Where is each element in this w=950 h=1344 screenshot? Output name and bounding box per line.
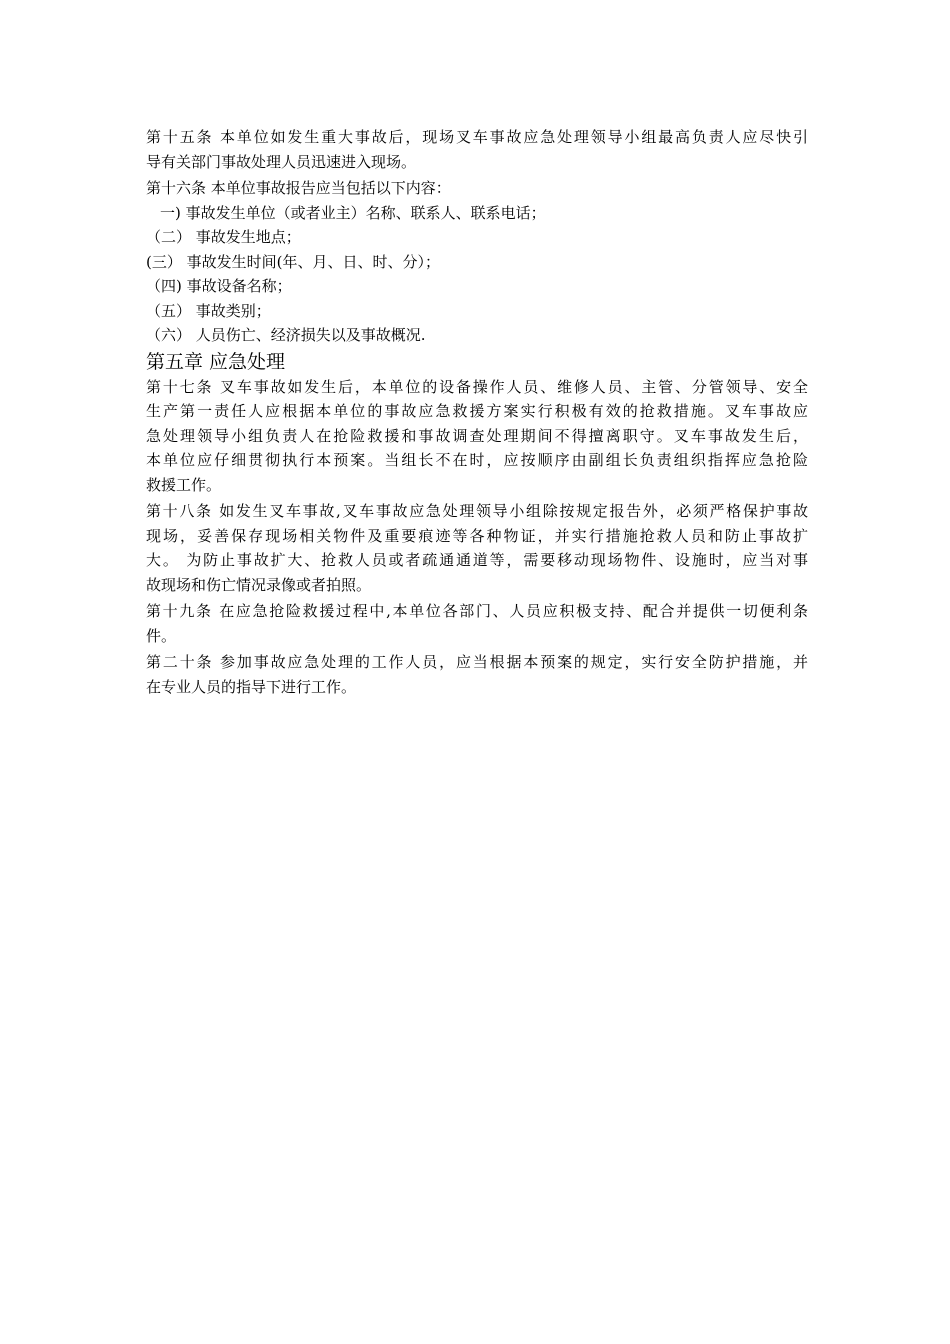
article-18-line-1: 第十八条 如发生叉车事故,叉车事故应急处理领导小组除按规定报告外，必须严格保护事故: [146, 502, 808, 520]
article-18-line-3: 大。 为防止事故扩大、抢救人员或者疏通通道等，需要移动现场物件、设施时，应当对事: [146, 551, 808, 569]
article-17-line-3: 急处理领导小组负责人在抢险救援和事故调查处理期间不得擅离职守。叉车事故发生后，: [146, 426, 808, 445]
article-18-line-4: 故现场和伤亡情况录像或者拍照。: [146, 575, 372, 594]
article-17-line-2: 生产第一责任人应根据本单位的事故应急救援方案实行积极有效的抢救措施。叉车事故应: [146, 402, 808, 420]
article-17: [146, 375, 808, 498]
article-18-line-2: 现场，妥善保存现场相关物件及重要痕迹等各种物证，并实行措施抢救人员和防止事故扩: [146, 526, 808, 545]
article-19: [146, 599, 808, 648]
article-17-line-5: 救援工作。: [146, 475, 222, 494]
article-16-item-5: （五） 事故类别；: [146, 301, 271, 320]
article-15-line-1: 第十五条 本单位如发生重大事故后，现场叉车事故应急处理领导小组最高负责人应尽快引: [146, 128, 808, 146]
article-19-line-2: 件。: [146, 626, 177, 645]
article-19-line-1: 第十九条 在应急抢险救援过程中,本单位各部门、人员应积极支持、配合并提供一切便利条: [146, 602, 808, 620]
article-16-intro: 第十六条 本单位事故报告应当包括以下内容：: [146, 179, 451, 197]
article-17-line-4: 本单位应仔细贯彻执行本预案。当组长不在时，应按顺序由副组长负责组织指挥应急抢险: [146, 451, 808, 469]
article-16-item-1: 一) 事故发生单位（或者业主）名称、联系人、联系电话；: [160, 203, 546, 222]
article-15-line-2: 导有关部门事故处理人员迅速进入现场。: [146, 152, 417, 171]
article-16: [146, 176, 808, 348]
article-20-line-2: 在专业人员的指导下进行工作。: [146, 677, 357, 696]
article-16-item-4: （四) 事故设备名称；: [146, 277, 292, 295]
chapter-heading: 第五章 应急处理: [146, 350, 286, 373]
article-16-item-6: （六） 人员伤亡、经济损失以及事故概况.: [146, 326, 426, 344]
article-15: [146, 125, 808, 174]
article-20-line-1: 第二十条 参加事故应急处理的工作人员，应当根据本预案的规定，实行安全防护措施，并: [146, 653, 808, 671]
article-17-line-1: 第十七条 叉车事故如发生后，本单位的设备操作人员、维修人员、主管、分管领导、安全: [146, 377, 808, 396]
article-20: [146, 650, 808, 699]
article-16-item-2: （二） 事故发生地点；: [146, 228, 301, 246]
document-body: [146, 125, 808, 699]
article-16-item-3: (三） 事故发生时间(年、月、日、时、分）；: [146, 252, 440, 271]
article-18: [146, 499, 808, 597]
